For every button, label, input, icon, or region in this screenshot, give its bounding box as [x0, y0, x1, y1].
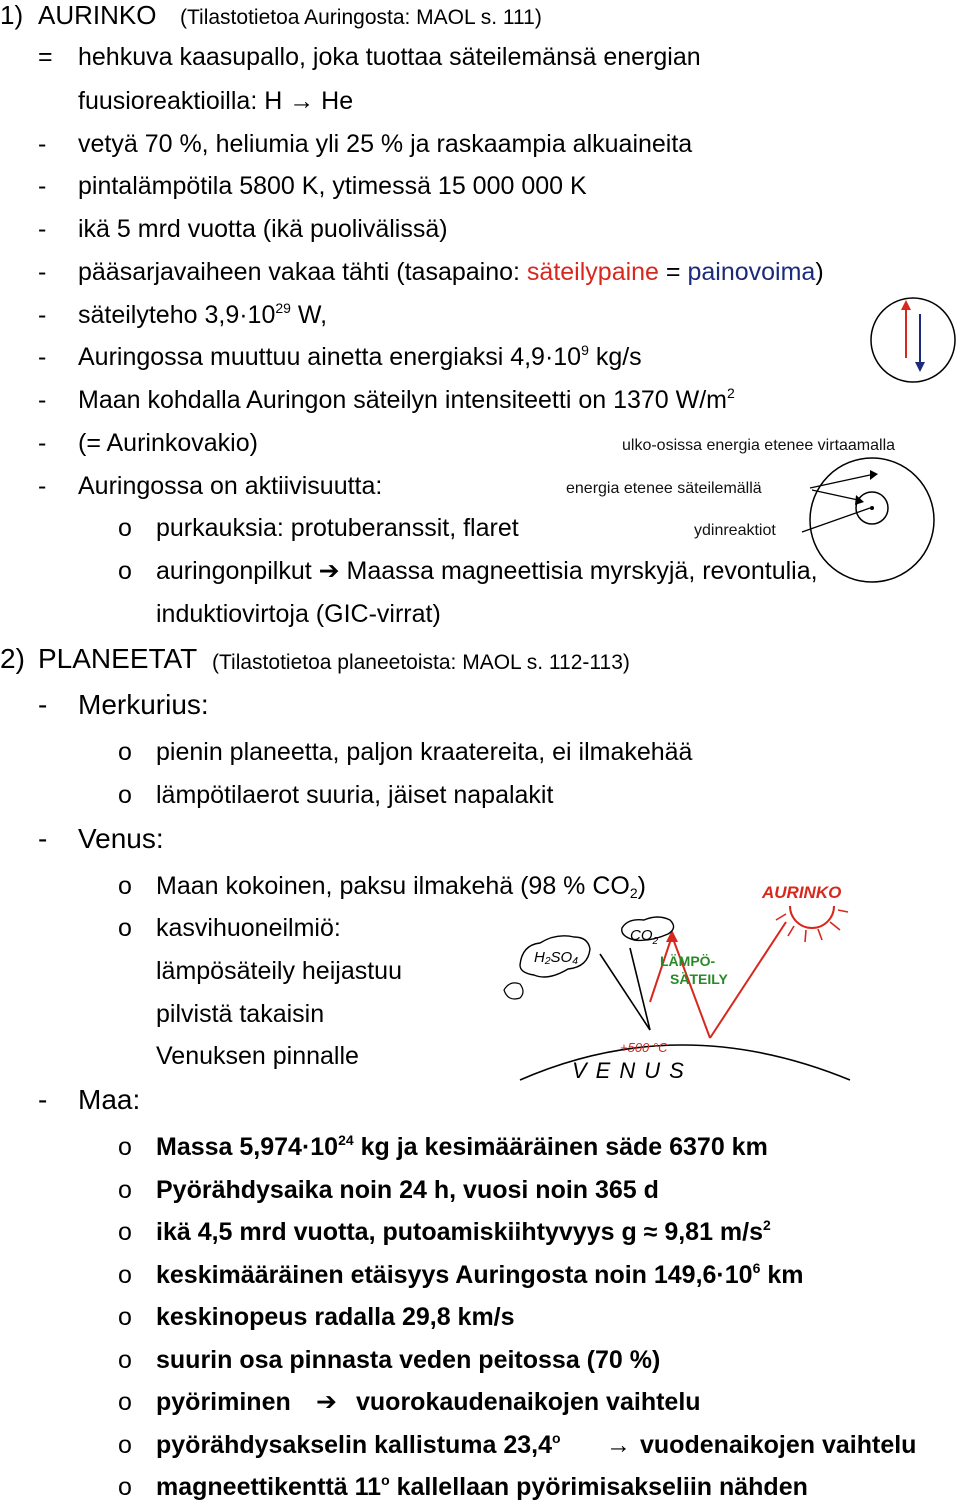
sun-structure-diagram — [790, 448, 960, 618]
gravity-label: painovoima — [687, 258, 816, 286]
dash: - — [38, 130, 47, 158]
sketch-heat-label-2: SÄTEILY — [670, 971, 728, 987]
mercury-fact-1: pienin planeetta, paljon kraatereita, ei ilmakehää — [156, 738, 693, 766]
induction-currents: induktiovirtoja (GIC-virrat) — [156, 600, 441, 628]
bullet: o — [118, 1388, 132, 1416]
sun-flares: purkauksia: protuberanssit, flaret — [156, 514, 519, 542]
bullet: o — [118, 738, 132, 766]
sun-mass-loss: Auringossa muuttuu ainetta energiaksi 4,9·10 — [78, 343, 582, 371]
dash: - — [38, 1084, 48, 1115]
bullet: o — [118, 1218, 132, 1246]
reflected-ray-2 — [630, 948, 650, 1030]
dash: - — [38, 689, 48, 720]
earth-tilt: pyörähdysakselin kallistuma 23,4 — [156, 1431, 553, 1459]
sketch-h2so4-label: H₂SO₄ — [534, 949, 579, 966]
earth-rotation: Pyörähdysaika noin 24 h, vuosi noin 365 d — [156, 1176, 659, 1204]
sun-heading-source: (Tilastotietoa Auringosta: MAOL s. 111) — [180, 6, 542, 29]
core-dot — [870, 506, 874, 510]
radiation-zone-label: energia etenee säteilemällä — [566, 480, 762, 497]
planets-heading-source: (Tilastotietoa planeetoista: MAOL s. 112-113) — [212, 651, 630, 674]
seasons-text: vuodenaikojen vaihtelu — [640, 1431, 917, 1459]
dash: - — [38, 301, 47, 329]
venus-greenhouse-sketch — [500, 870, 860, 1090]
cloud-small — [504, 983, 523, 999]
solar-intensity: Maan kohdalla Auringon säteilyn intensiteetti on 1370 W/m — [78, 386, 727, 414]
sun-icon — [790, 906, 834, 928]
bullet: o — [118, 914, 132, 942]
radiation-pointer — [812, 490, 858, 500]
dash: - — [38, 386, 47, 414]
earth-spin: pyöriminen — [156, 1388, 291, 1416]
earth-title: Maa: — [78, 1084, 141, 1115]
outer-convection-label: ulko-osissa energia etenee virtaamalla — [622, 437, 896, 454]
earth-distance: keskimääräinen etäisyys Auringosta noin 149,6·10 — [156, 1261, 753, 1289]
planets-heading-number: 2) — [0, 643, 25, 674]
bullet: o — [118, 1176, 132, 1204]
equilibrium-diagram — [868, 294, 958, 386]
sun-luminosity: säteilyteho 3,9·10 — [78, 301, 276, 329]
bullet: o — [118, 1133, 132, 1161]
arrow-icon: ➔ — [318, 557, 340, 585]
sketch-heat-label-1: LÄMPÖ- — [660, 953, 716, 969]
venus-fact-1: Maan kokoinen, paksu ilmakehä (98 % CO — [156, 872, 630, 900]
bullet: o — [118, 1303, 132, 1331]
magnetic-storms: Maassa magneettisia myrskyjä, revontulia, — [346, 557, 818, 585]
dash: - — [38, 215, 47, 243]
greenhouse-title: kasvihuoneilmiö: — [156, 914, 341, 942]
arrow-icon: → — [606, 1431, 631, 1459]
sun-composition: vetyä 70 %, heliumia yli 25 % ja raskaampia alkuaineita — [78, 130, 693, 158]
gravity-arrowhead — [915, 362, 925, 372]
heat-radiation-path — [650, 936, 710, 1038]
greenhouse-line-3: pilvistä takaisin — [156, 1000, 325, 1028]
bullet: o — [118, 1473, 132, 1501]
sketch-co2-label: $CO_2$ — [630, 927, 659, 947]
sketch-venus-label: VENUS — [572, 1058, 693, 1083]
greenhouse-line-2: lämpösäteily heijastuu — [156, 957, 402, 985]
mercury-fact-2: lämpötilaerot suuria, jäiset napalakit — [156, 781, 554, 809]
main-sequence-text: pääsarjavaiheen vakaa tähti (tasapaino: — [78, 258, 527, 286]
star-outline — [871, 298, 955, 382]
sunspots: auringonpilkut — [156, 557, 312, 585]
core-pointer — [802, 508, 870, 532]
sun-heading-number: 1) — [0, 0, 24, 30]
equals-mark: = — [38, 43, 53, 71]
fusion-text: fuusioreaktioilla: H — [78, 87, 283, 115]
bullet: o — [118, 514, 132, 542]
radiation-pressure-label: säteilypaine — [526, 258, 659, 286]
dash: - — [38, 823, 48, 854]
dash: - — [38, 172, 47, 200]
earth-mass: Massa 5,974·10 — [156, 1133, 339, 1161]
sun-age: ikä 5 mrd vuotta (ikä puolivälissä) — [78, 215, 448, 243]
sketch-temperature-label: +500 °C — [620, 1040, 668, 1055]
day-night-text: vuorokaudenaikojen vaihtelu — [356, 1388, 701, 1416]
reflected-ray — [600, 954, 650, 1030]
sun-temperature: pintalämpötila 5800 K, ytimessä 15 000 000 K — [78, 172, 587, 200]
radiation-pointer-head — [855, 495, 864, 505]
sun-heading-title: AURINKO — [38, 0, 157, 30]
dash: - — [38, 472, 47, 500]
dash: - — [38, 429, 47, 457]
solar-constant: (= Aurinkovakio) — [78, 429, 258, 457]
radiation-pressure-arrowhead — [901, 300, 911, 310]
bullet: o — [118, 781, 132, 809]
sun-definition-text: hehkuva kaasupallo, joka tuottaa säteilemänsä energian — [78, 43, 701, 71]
equals-sign: = — [658, 258, 688, 286]
dash: - — [38, 258, 47, 286]
bullet: o — [118, 1431, 132, 1459]
arrow-icon: → — [289, 87, 315, 115]
earth-age-gravity: ikä 4,5 mrd vuotta, putoamiskiihtyvyys g ≈ 9,81 m/s — [156, 1218, 764, 1246]
sun-activity: Auringossa on aktiivisuutta: — [78, 472, 383, 500]
outer-pointer-head — [870, 470, 878, 480]
dash: - — [38, 343, 47, 371]
bullet: o — [118, 1261, 132, 1289]
earth-orbital-speed: keskinopeus radalla 29,8 km/s — [156, 1303, 515, 1331]
venus-title: Venus: — [78, 823, 164, 854]
bullet: o — [118, 557, 132, 585]
bullet: o — [118, 872, 132, 900]
outer-pointer — [810, 475, 870, 488]
mercury-title: Merkurius: — [78, 689, 209, 720]
planets-heading-title: PLANEETAT — [38, 643, 198, 674]
core-reactions-label: ydinreaktiot — [694, 522, 776, 539]
earth-water: suurin osa pinnasta veden peitossa (70 %) — [156, 1346, 661, 1374]
bullet: o — [118, 1346, 132, 1374]
greenhouse-line-4: Venuksen pinnalle — [156, 1042, 359, 1070]
arrow-icon: ➔ — [316, 1388, 337, 1416]
earth-magnetic-field: magneettikenttä 11 — [156, 1473, 382, 1501]
heat-arrowhead — [666, 930, 678, 942]
sketch-sun-label: AURINKO — [762, 883, 842, 902]
sun-rays — [776, 910, 848, 942]
helium-text: He — [321, 87, 354, 115]
